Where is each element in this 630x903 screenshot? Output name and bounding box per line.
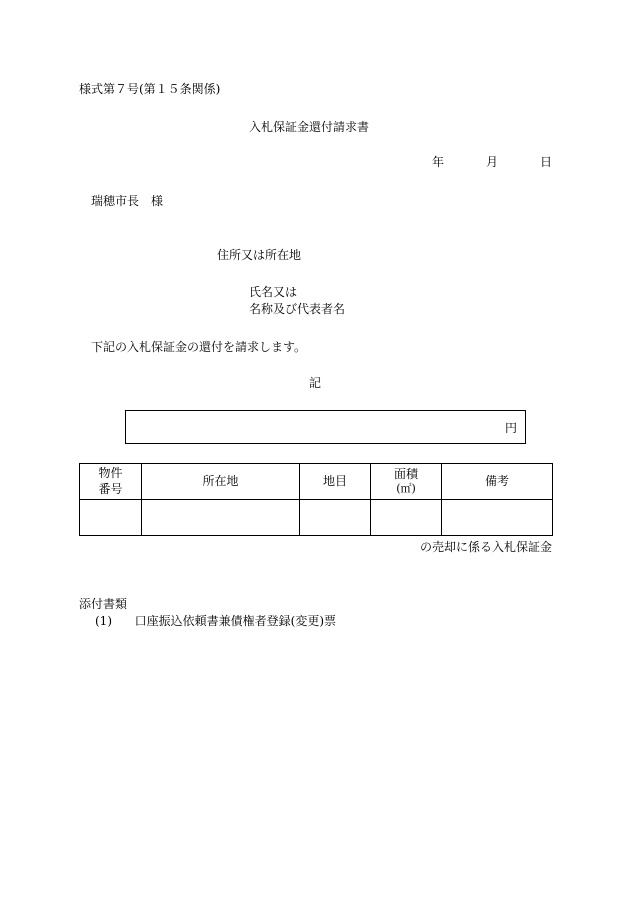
header-remarks: 備考 xyxy=(442,464,553,500)
header-land-category: 地目 xyxy=(300,464,371,500)
address-label: 住所又は所在地 xyxy=(217,248,302,262)
request-text: 下記の入札保証金の還付を請求します。 xyxy=(91,340,307,354)
name-label-line2: 名称及び代表者名 xyxy=(249,302,346,316)
attachment-item xyxy=(95,614,336,628)
header-area xyxy=(371,464,442,500)
attachment-item-text: 口座振込依頼書兼債権者登録(変更)票 xyxy=(134,614,337,628)
property-table xyxy=(79,463,553,536)
header-location: 所在地 xyxy=(142,464,300,500)
document-title: 入札保証金還付請求書 xyxy=(249,120,370,134)
table-footer-text: の売却に係る入札保証金 xyxy=(419,540,552,554)
cell-location[interactable] xyxy=(142,500,300,536)
amount-field[interactable] xyxy=(125,410,526,444)
date-year-label: 年 xyxy=(432,155,445,169)
ki-heading: 記 xyxy=(309,376,322,390)
header-property-number xyxy=(80,464,142,500)
header-area-unit: (㎡) xyxy=(396,482,416,496)
date-month-label: 月 xyxy=(486,155,499,169)
date-day-label: 日 xyxy=(540,155,553,169)
header-number-line2: 番号 xyxy=(98,481,123,496)
cell-area[interactable] xyxy=(371,500,442,536)
form-number: 様式第７号(第１５条関係) xyxy=(79,82,221,96)
table-row xyxy=(80,500,553,536)
attachments-heading: 添付書類 xyxy=(79,597,128,611)
cell-remarks[interactable] xyxy=(442,500,553,536)
header-area-line1: 面積 xyxy=(393,466,418,481)
cell-land-category[interactable] xyxy=(300,500,371,536)
cell-property-number[interactable] xyxy=(80,500,142,536)
attachment-item-number: (1) xyxy=(95,614,112,628)
amount-unit-label: 円 xyxy=(504,421,517,435)
table-header-row xyxy=(80,464,553,500)
header-number-line1: 物件 xyxy=(98,465,123,480)
addressee: 瑞穂市長 様 xyxy=(91,194,164,208)
name-label-line1: 氏名又は xyxy=(249,285,298,299)
